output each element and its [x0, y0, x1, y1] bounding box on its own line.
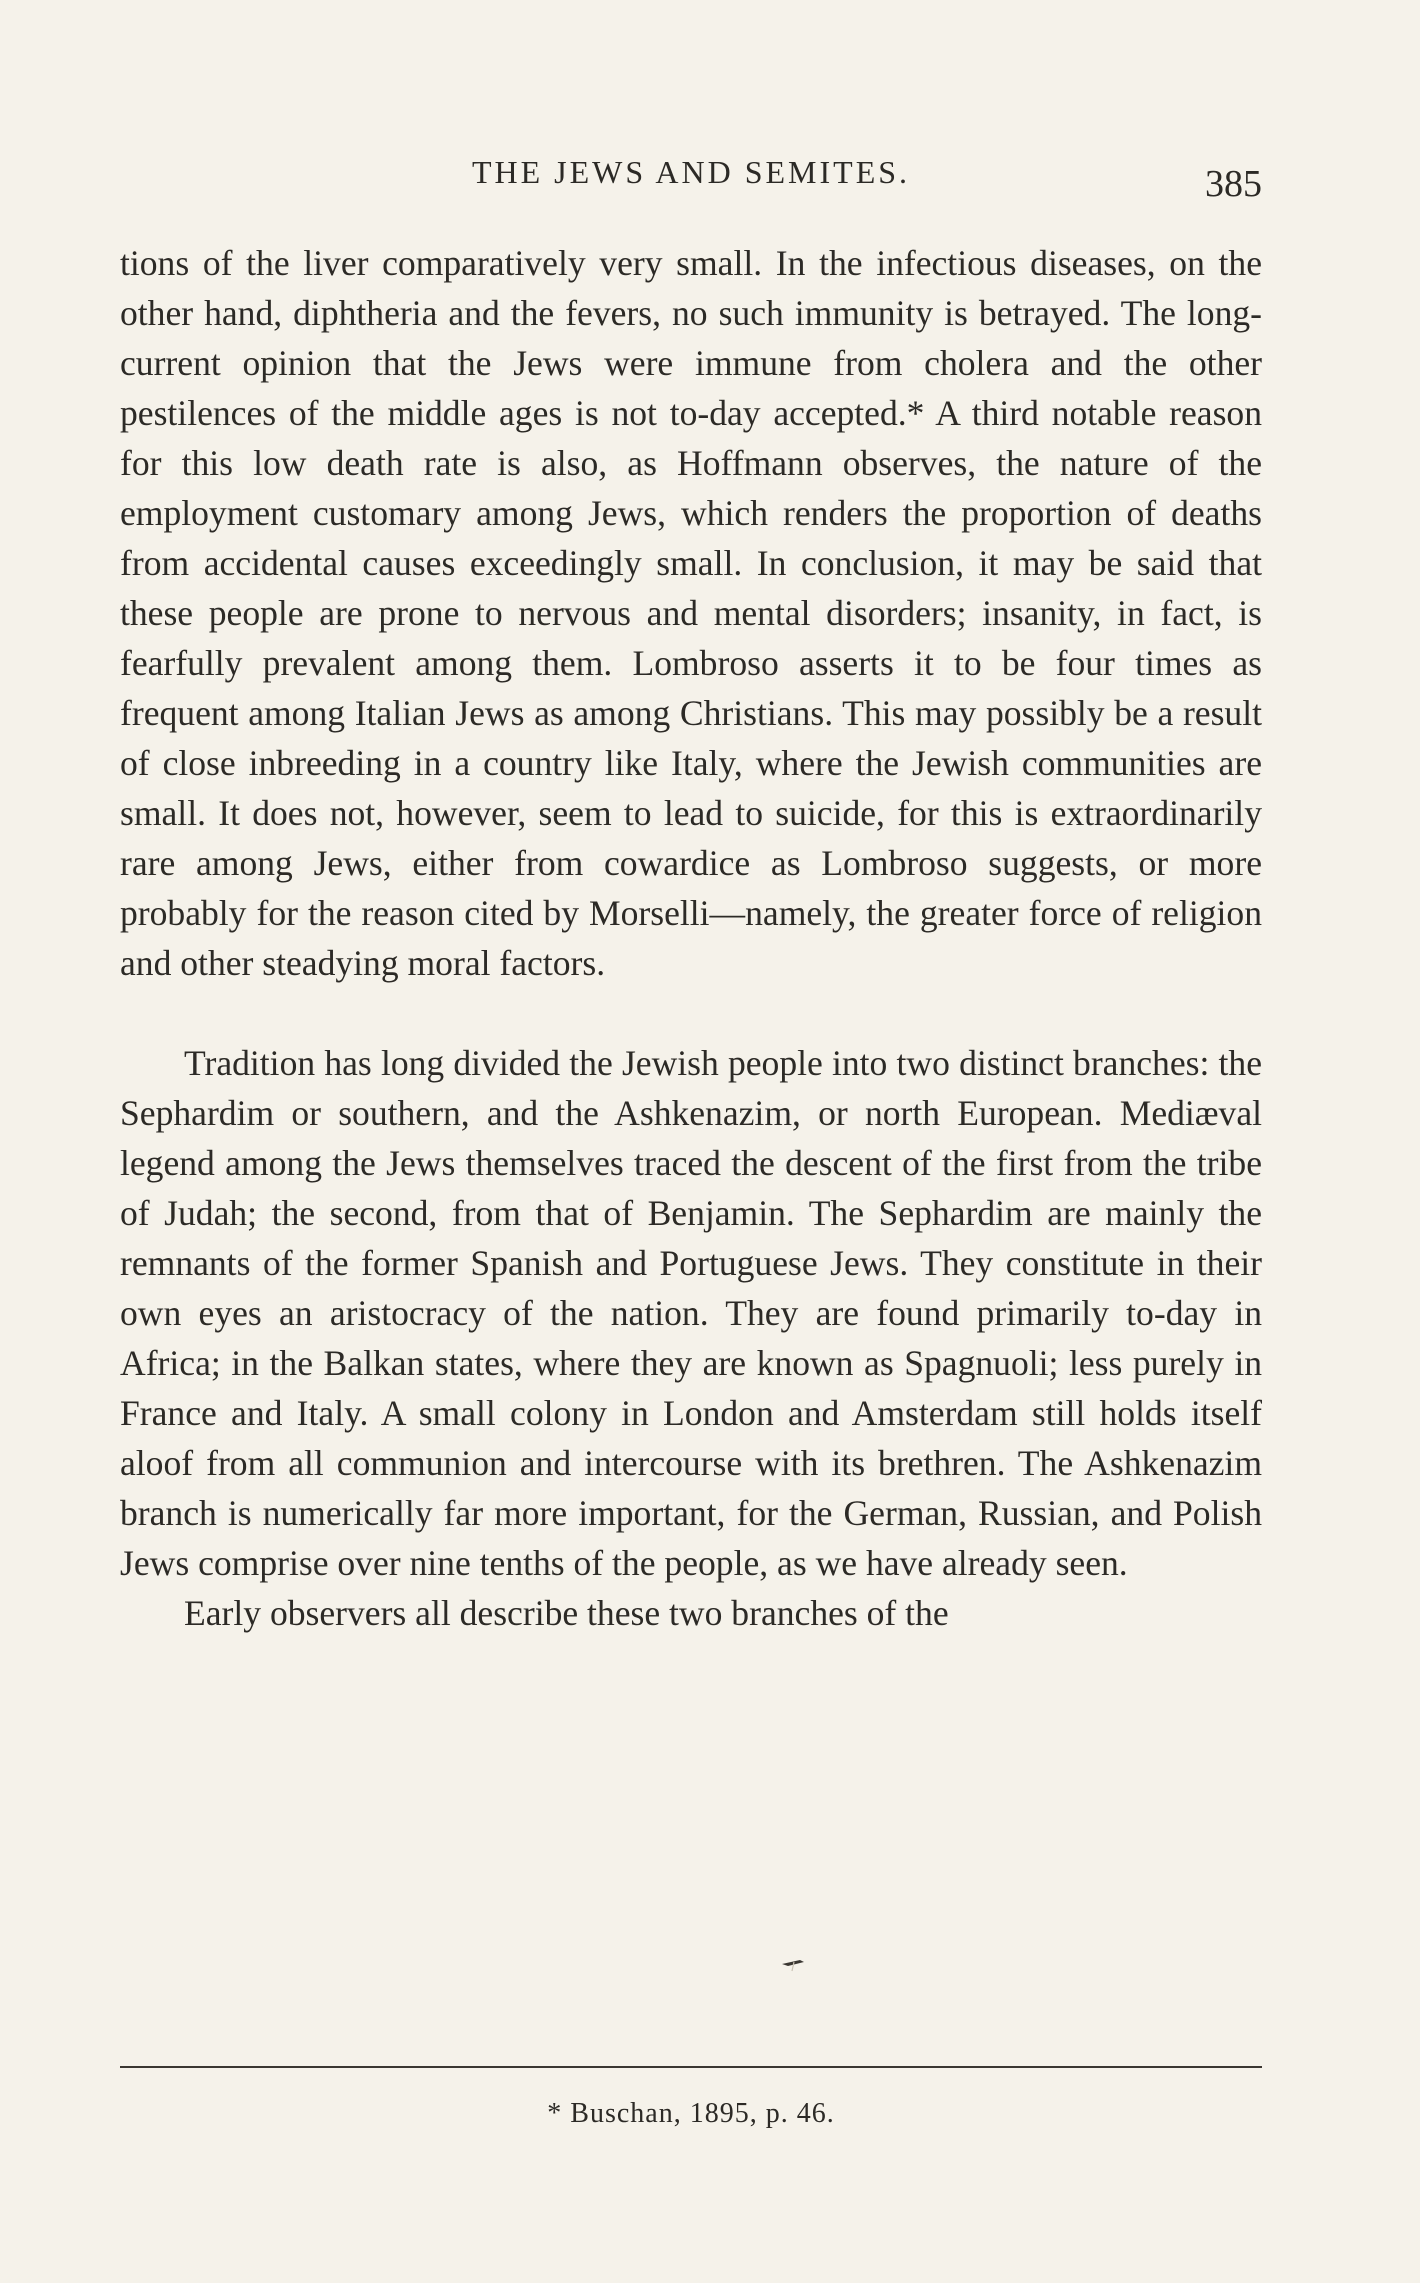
- paragraph-1: tions of the liver comparatively very small. In the infectious diseases, on the other hand, diphtheria and the fevers, no such immunity is betrayed. The long-current opinion that the Jews were immune from cholera and the other pestilences of the middle ages is not to-day accepted.* A third notable reason for this low death rate is also, as Hoffmann observes, the nature of the employment customary among Jews, which renders the proportion of deaths from accidental causes exceedingly small. In conclusion, it may be said that these people are prone to nervous and mental disorders; insanity, in fact, is fearfully prevalent among them. Lombroso asserts it to be four times as frequent among Italian Jews as among Christians. This may possibly be a result of close inbreeding in a country like Italy, where the Jewish communities are small. It does not, however, seem to lead to suicide, for this is extraordinarily rare among Jews, either from cowardice as Lombroso suggests, or more probably for the reason cited by Morselli—namely, the greater force of religion and other steadying moral factors.: [120, 243, 1262, 983]
- page-number: 385: [1205, 163, 1262, 205]
- ink-blot-mark: [780, 1952, 806, 1972]
- footnote: * Buschan, 1895, p. 46.: [547, 2098, 835, 2129]
- body-text: [120, 238, 1262, 1638]
- paragraph-2: Tradition has long divided the Jewish people into two distinct branches: the Sephardim or southern, and the Ashkenazim, or north European. Mediæval legend among the Jews themselves traced the descent of the first from the tribe of Judah; the second, from that of Benjamin. The Sephardim are mainly the remnants of the former Spanish and Portuguese Jews. They constitute in their own eyes an aristocracy of the nation. They are found primarily to-day in Africa; in the Balkan states, where they are known as Spagnuoli; less purely in France and Italy. A small colony in London and Amsterdam still holds itself aloof from all communion and intercourse with its brethren. The Ashkenazim branch is numerically far more important, for the German, Russian, and Polish Jews comprise over nine tenths of the people, as we have already seen.: [120, 1043, 1262, 1583]
- running-head: [120, 150, 1262, 205]
- footnote-rule: [120, 2066, 1262, 2068]
- paragraph-3: Early observers all describe these two branches of the: [184, 1593, 949, 1633]
- running-title: THE JEWS AND SEMITES.: [471, 154, 911, 190]
